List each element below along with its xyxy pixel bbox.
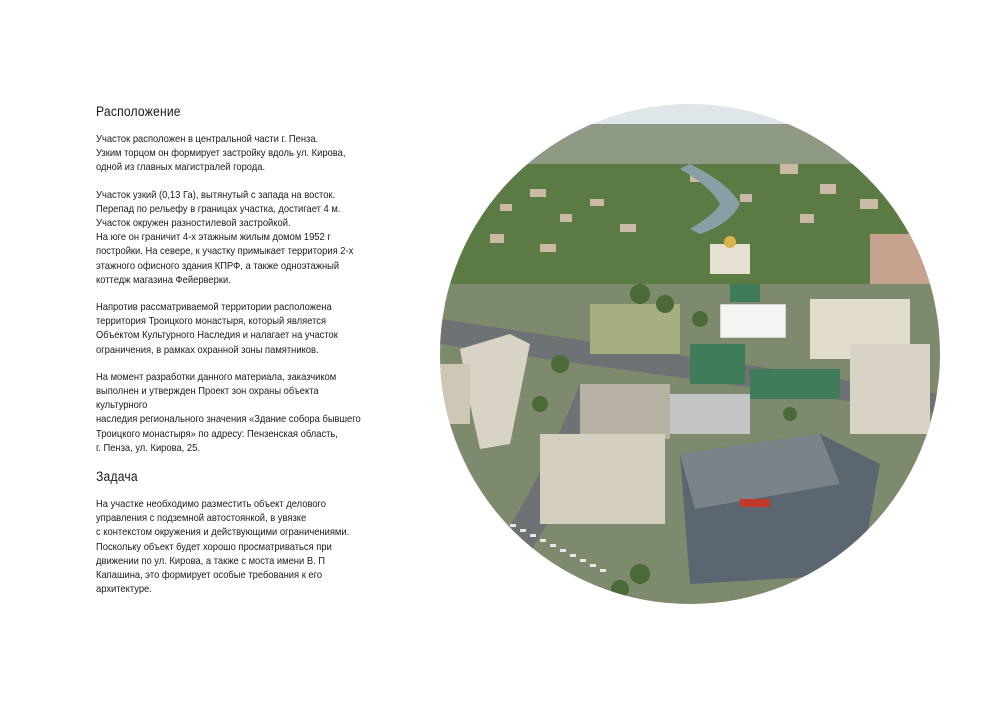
store-sign [740, 499, 770, 507]
lower-building-1 [580, 384, 670, 439]
green-roof-building-2 [750, 369, 840, 399]
green-roof-building-1 [690, 344, 745, 384]
aerial-photo-illustration [440, 104, 940, 604]
hotel-building [540, 434, 665, 524]
task-paragraph-1: На участке необходимо разместить объект делового управления с подземной автостоянкой, в увязке с контекстом окружения и действующими ограничениями. Поскольку объект будет хорошо просматриваться при движении по ул. Кирова, а также с моста имени В. П Капашина, это формирует особые требования к его архитектуре. [96, 499, 350, 596]
location-paragraph-2: Участок узкий (0,13 Га), вытянутый с запада на восток. Перепад по рельефу в границах участка, достигает 4 м. Участок окружен разностилевой застройкой. На юге он граничит 4-х этажным жилым домом 1952 г постройки. На севере, к участку примыкает территория 2-х этажного офисного здания КПРФ, а также одноэтажный коттедж магазина Фейерверки. [96, 189, 354, 286]
site-block [720, 304, 786, 338]
text-column [96, 104, 386, 610]
greenery [440, 164, 940, 304]
cathedral [710, 244, 750, 274]
brick-building [870, 234, 930, 284]
cathedral-dome-icon [724, 236, 736, 248]
location-heading: Расположение [96, 104, 181, 119]
green-roof-building-3 [730, 284, 760, 302]
location-paragraph-3: Напротив рассматриваемой территории расположена территория Троицкого монастыря, который является Объектом Культурного Наследия и налагает на участок ограничения, в рамках охранной зоны памятников. [96, 302, 338, 356]
tower-building-right [850, 344, 930, 434]
aerial-photo [440, 104, 940, 604]
left-building [440, 364, 470, 424]
grey-building [670, 394, 750, 434]
task-heading: Задача [96, 469, 138, 485]
location-paragraph-1: Участок расположен в центральной части г. Пенза. Узким торцом он формирует застройку вдоль ул. Кирова, одной из главных магистралей города. [96, 134, 346, 174]
location-paragraph-4: На момент разработки данного материала, заказчиком выполнен и утвержден Проект зон охраны объекта культурного наследия регионального значения «Здание собора бывшего Троицкого монастыря» по адресу: Пензенская область, г. Пенза, ул. Кирова, 25. [96, 371, 361, 454]
